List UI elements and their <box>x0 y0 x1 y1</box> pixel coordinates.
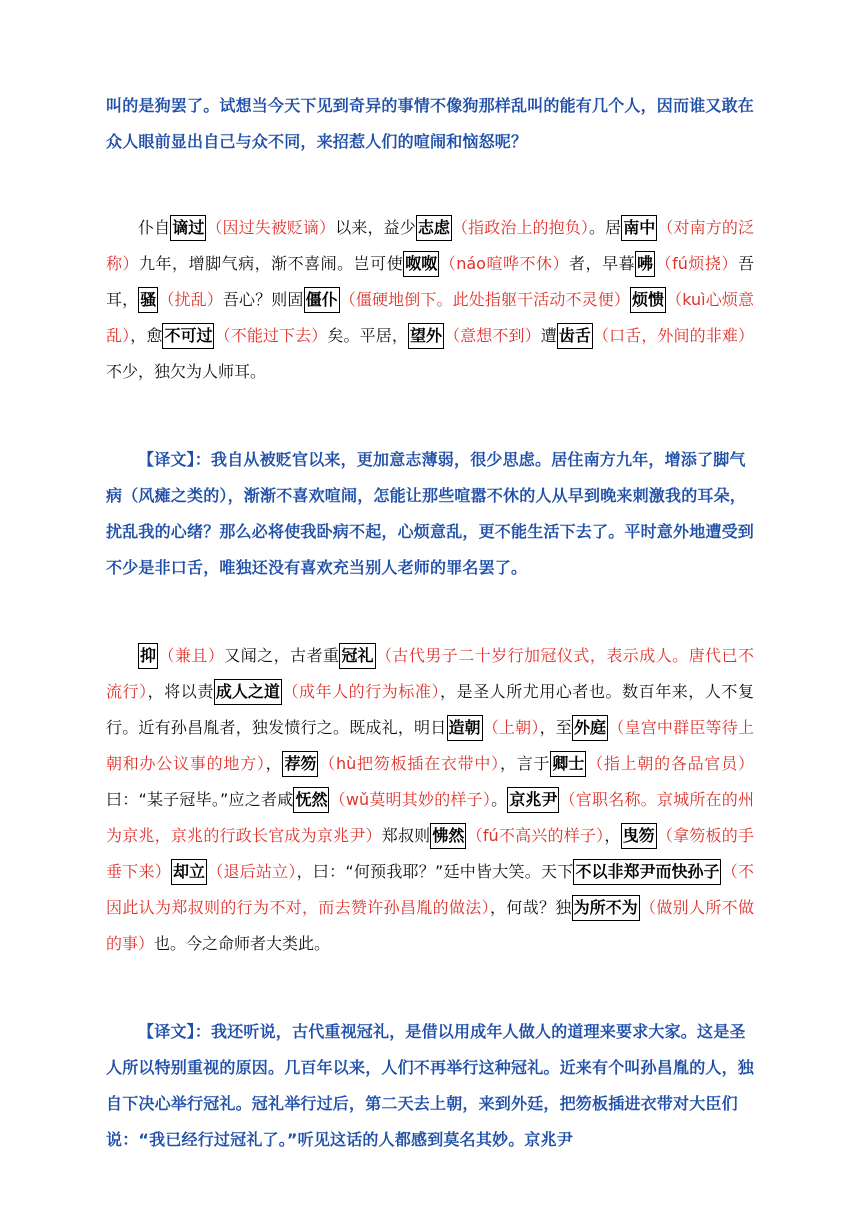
annotation-note: （退后站立） <box>206 862 297 881</box>
boxed-keyword: 抑 <box>138 643 158 669</box>
classical-text: ，至 <box>539 718 573 737</box>
annotation-note: （kuì心烦意乱） <box>106 290 754 345</box>
classical-text: 矣。平居， <box>327 326 408 345</box>
annotation-note: （不因此认为郑叔则的行为不对，而去赞许孙昌胤的做法） <box>106 862 754 917</box>
boxed-keyword: 外庭 <box>572 715 608 741</box>
boxed-keyword: 僵仆 <box>304 287 340 313</box>
annotation-note: （不能过下去） <box>214 326 328 345</box>
annotation-note: （hù把笏板插在衣带中） <box>318 754 500 773</box>
boxed-keyword: 志虑 <box>416 215 452 241</box>
annotation-note: （意想不到） <box>443 326 541 345</box>
annotation-note: （扰乱） <box>158 290 223 309</box>
classical-text: 吾心？则固 <box>222 290 304 309</box>
annotation-note: （fú烦挠） <box>655 254 738 273</box>
boxed-keyword: 怫然 <box>430 823 466 849</box>
boxed-keyword: 南中 <box>621 215 657 241</box>
annotation-note: （fú不高兴的样子） <box>466 826 605 845</box>
annotation-note: （对南方的泛称） <box>106 218 754 273</box>
annotation-note: （wǔ莫明其妙的样子） <box>329 790 492 809</box>
classical-text: 也。今之命师者大类此。 <box>154 934 331 953</box>
boxed-keyword: 谪过 <box>170 215 206 241</box>
annotation-note: （náo喧哗不休） <box>439 254 570 273</box>
classical-text: 曰：“某子冠毕。”应之者咸 <box>106 790 294 809</box>
annotation-note: （僵硬地倒下。此处指躯干活动不灵便） <box>339 290 630 309</box>
classical-text: ，愈 <box>130 326 163 345</box>
annotation-note: （做别人所不做的事） <box>106 898 754 953</box>
boxed-keyword: 不可过 <box>162 323 214 349</box>
boxed-keyword: 冠礼 <box>339 643 375 669</box>
classical-text: 郑叔则 <box>381 826 431 845</box>
classical-text: 不少，独欠为人师耳。 <box>106 362 267 381</box>
boxed-keyword: 京兆尹 <box>507 787 559 813</box>
boxed-keyword: 骚 <box>138 287 158 313</box>
boxed-keyword: 卿士 <box>550 751 586 777</box>
boxed-keyword: 却立 <box>171 859 207 885</box>
boxed-keyword: 成人之道 <box>214 679 282 705</box>
classical-paragraph-2 <box>106 638 754 962</box>
classical-text: ，是圣人所尤用心者也。数百年来，人不复行。近有孙昌胤者，独发愤行之。既成礼，明日 <box>106 682 754 737</box>
annotation-note: （皇宫中群臣等待上朝和办公议事的地方） <box>106 718 754 773</box>
classical-text: 者，早暮 <box>569 254 636 273</box>
boxed-keyword: 荐笏 <box>282 751 318 777</box>
classical-text: ， <box>265 754 283 773</box>
boxed-keyword: 咈 <box>635 251 655 277</box>
classical-text: 又闻之，古者重 <box>224 646 340 665</box>
boxed-keyword: 烦愦 <box>630 287 666 313</box>
classical-text: 。 <box>491 790 508 809</box>
classical-text: ，曰：“何预我耶？”廷中皆大笑。天下 <box>296 862 574 881</box>
boxed-keyword: 不以非郑尹而快孙子 <box>573 859 721 885</box>
annotation-note: （古代男子二十岁行加冠仪式，表示成人。唐代已不流行） <box>106 646 754 701</box>
annotation-note: （拿笏板的手垂下来） <box>106 826 754 881</box>
classical-paragraph-1 <box>106 210 754 390</box>
translation-paragraph-2: 【译文】：我还听说，古代重视冠礼，是借以用成年人做人的道理来要求大家。这是圣人所以特别重视的原因。几百年以来，人们不再举行这种冠礼。近来有个叫孙昌胤的人，独自下决心举行冠礼。冠礼举行过后，第二天去上朝，来到外廷，把笏板插进衣带对大臣们说：“我已经行过冠礼了。”听见这话的人都感到莫名其妙。京兆尹 <box>106 1022 755 1149</box>
annotation-note: （口舌，外间的非难） <box>592 326 754 345</box>
annotation-note: （指上朝的各品官员） <box>586 754 754 773</box>
boxed-keyword: 为所不为 <box>572 895 640 921</box>
document-page <box>106 88 754 1158</box>
classical-text: ， <box>604 826 621 845</box>
boxed-keyword: 齿舌 <box>557 323 593 349</box>
classical-text: ，言于 <box>499 754 551 773</box>
annotation-note: （上朝） <box>482 718 540 737</box>
annotation-note: （官职名称。京城所在的州为京兆，京兆的行政长官成为京兆尹） <box>106 790 754 845</box>
boxed-keyword: 造朝 <box>447 715 483 741</box>
classical-text: 九年，增脚气病，渐不喜闹。岂可使 <box>139 254 404 273</box>
annotation-note: （指政治上的抱负） <box>451 218 590 237</box>
classical-text: 以来，益少 <box>335 218 416 237</box>
annotation-note: （成年人的行为标准） <box>281 682 440 701</box>
intro-translation: 叫的是狗罢了。试想当今天下见到奇异的事情不像狗那样乱叫的能有几个人，因而谁又敢在众人眼前显出自己与众不同，来招惹人们的喧闹和恼怒呢？ <box>106 96 755 151</box>
boxed-keyword: 望外 <box>408 323 444 349</box>
classical-text: 。居 <box>589 218 622 237</box>
classical-text: ，将以责 <box>147 682 214 701</box>
classical-text: ，何哉？独 <box>489 898 572 917</box>
annotation-note: （因过失被贬谪） <box>206 218 336 237</box>
translation-paragraph-1: 【译文】：我自从被贬官以来，更加意志薄弱，很少思虑。居住南方九年，增添了脚气病（风瘫之类的），渐渐不喜欢喧闹，怎能让那些喧嚣不休的人从早到晚来刺激我的耳朵，扰乱我的心绪？那么必将使我卧病不起，心烦意乱，更不能生活下去了。平时意外地遭受到不少是非口舌，唯独还没有喜欢充当别人老师的罪名罢了。 <box>106 450 755 577</box>
boxed-keyword: 呶呶 <box>403 251 439 277</box>
classical-text: 仆自 <box>138 218 171 237</box>
classical-text: 吾耳， <box>106 254 754 309</box>
classical-text: 遭 <box>540 326 557 345</box>
boxed-keyword: 怃然 <box>293 787 329 813</box>
boxed-keyword: 曳笏 <box>621 823 657 849</box>
annotation-note: （兼且） <box>158 646 225 665</box>
